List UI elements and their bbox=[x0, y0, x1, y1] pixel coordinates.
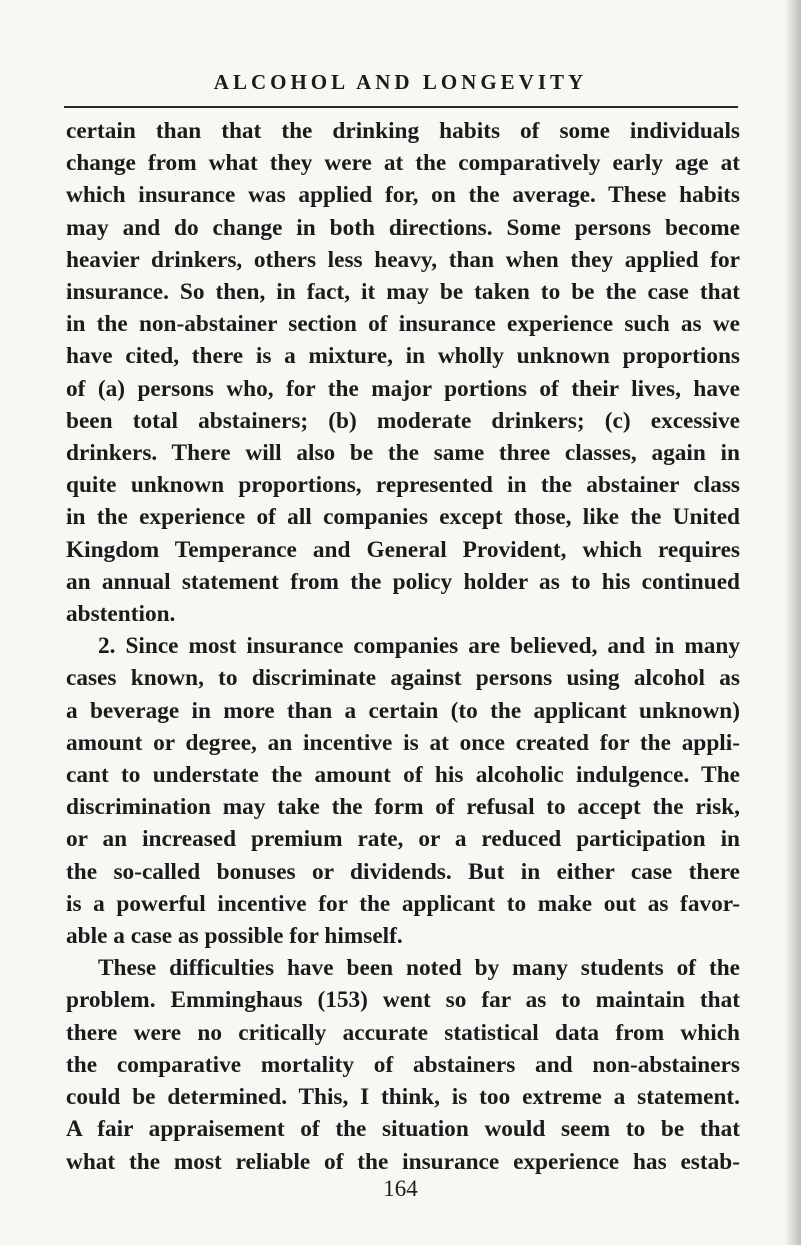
text-line: the so-called bonuses or dividends. But in either case there bbox=[66, 858, 740, 885]
text-line: cant to understate the amount of his alcoholic indulgence. The bbox=[66, 762, 740, 789]
header-rule bbox=[64, 106, 738, 108]
text-line: able a case as possible for himself. bbox=[66, 923, 403, 950]
text-line: heavier drinkers, others less heavy, than when they applied for bbox=[66, 246, 740, 273]
text-line: A fair appraisement of the situation would seem to be that bbox=[66, 1116, 740, 1143]
text-line: certain than that the drinking habits of some individuals bbox=[66, 118, 740, 144]
text-line: is a powerful incentive for the applicant to make out as favor- bbox=[66, 890, 740, 917]
text-line: an annual statement from the policy holder as to his continued bbox=[66, 568, 740, 595]
text-line: or an increased premium rate, or a reduced participation in bbox=[66, 826, 740, 853]
text-line: of (a) persons who, for the major portions of their lives, have bbox=[66, 375, 740, 402]
text-line: in the experience of all companies except those, like the United bbox=[66, 504, 740, 531]
text-line: a beverage in more than a certain (to the applicant unknown) bbox=[66, 697, 740, 724]
text-line: change from what they were at the comparatively early age at bbox=[66, 150, 740, 177]
text-line: problem. Emminghaus (153) went so far as to maintain that bbox=[66, 987, 740, 1014]
text-line: amount or degree, an incentive is at once created for the appli- bbox=[66, 729, 740, 756]
text-line: what the most reliable of the insurance experience has estab- bbox=[66, 1148, 740, 1175]
text-line: may and do change in both directions. Some persons become bbox=[66, 214, 740, 241]
text-line: could be determined. This, I think, is too extreme a statement. bbox=[66, 1084, 740, 1111]
text-line: These difficulties have been noted by many students of the bbox=[98, 955, 740, 982]
body-text bbox=[66, 115, 740, 1178]
text-line: abstention. bbox=[66, 601, 176, 628]
text-line: cases known, to discriminate against persons using alcohol as bbox=[66, 665, 740, 692]
text-line: drinkers. There will also be the same three classes, again in bbox=[66, 440, 740, 467]
text-line: discrimination may take the form of refusal to accept the risk, bbox=[66, 794, 740, 821]
text-line: 2. Since most insurance companies are believed, and in many bbox=[98, 633, 740, 660]
text-line: the comparative mortality of abstainers and non-abstainers bbox=[66, 1051, 740, 1078]
text-line: quite unknown proportions, represented in the abstainer class bbox=[66, 472, 740, 499]
text-line: insurance. So then, in fact, it may be taken to be the case that bbox=[66, 279, 740, 306]
page-edge-shadow bbox=[785, 0, 801, 1245]
text-line: there were no critically accurate statistical data from which bbox=[66, 1019, 740, 1046]
running-header: ALCOHOL AND LONGEVITY bbox=[213, 70, 588, 94]
text-line: have cited, there is a mixture, in wholly unknown proportions bbox=[66, 343, 740, 370]
text-line: been total abstainers; (b) moderate drinkers; (c) excessive bbox=[66, 407, 740, 434]
text-line: in the non-abstainer section of insurance experience such as we bbox=[66, 311, 740, 338]
text-line: Kingdom Temperance and General Provident, which requires bbox=[66, 536, 740, 563]
text-line: which insurance was applied for, on the average. These habits bbox=[66, 182, 740, 209]
page-number: 164 bbox=[383, 1176, 418, 1201]
